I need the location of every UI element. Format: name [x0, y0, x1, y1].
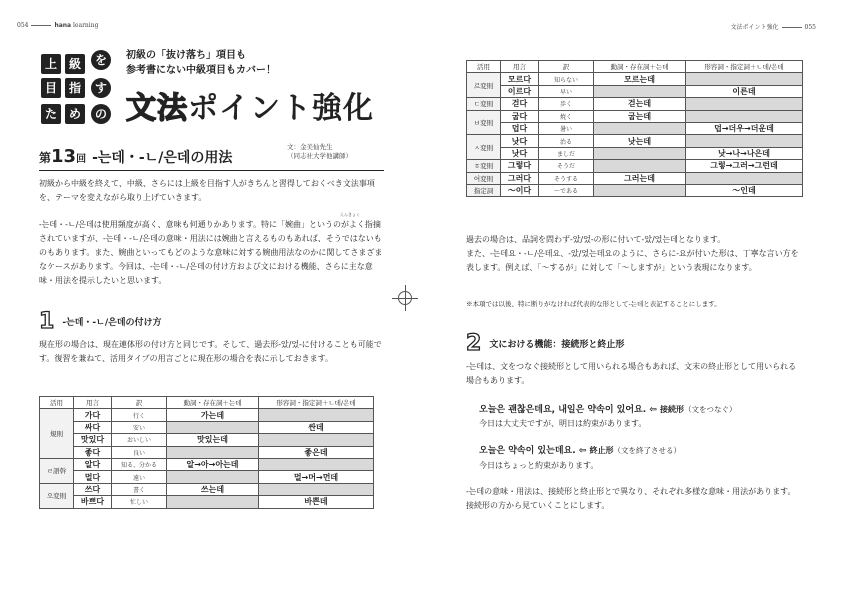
example-1-translation: 今日は大丈夫ですが、明日は約束があります。 — [479, 419, 647, 428]
table-row — [40, 471, 374, 483]
example-1-note: （文をつなぐ） — [684, 405, 737, 414]
note: ※本項では以後、特に断りがなければ代表的な形として-는데と表記することにします。 — [466, 300, 721, 308]
row-translation: そうする — [539, 172, 594, 184]
example-1-korean: 오늘은 괜찮은데요, 내일은 약속이 있어요. — [479, 405, 647, 415]
row-adj-form — [686, 172, 803, 184]
body-paragraph-past: 過去の場合は、品詞を問わず-았/었-の形に付いて-았/었는데となります。 — [466, 235, 726, 244]
author-line2: （同志社大学他講師） — [287, 152, 352, 160]
example-2 — [479, 443, 681, 456]
group-label: 르変則 — [467, 73, 501, 98]
body-paragraph-function: -는데は、文をつなぐ接続形として用いられる場合もあれば、文末の終止形として用いられる場合もあります。 — [466, 362, 797, 385]
table-header-row — [40, 397, 374, 409]
example-2-label: 終止形 — [589, 446, 614, 455]
running-head-right — [731, 22, 816, 31]
row-verb-form: 모르는데 — [594, 73, 686, 85]
table-row — [40, 409, 374, 421]
author — [287, 143, 352, 161]
row-word: 바쁘다 — [74, 496, 112, 508]
table-row — [40, 421, 374, 433]
row-verb-form — [594, 160, 686, 172]
row-adj-form: 바쁜데 — [259, 496, 374, 508]
row-translation: おいしい — [112, 434, 167, 446]
page-number: 054 — [17, 22, 29, 29]
row-word: 멀다 — [74, 471, 112, 483]
row-translation: 治る — [539, 135, 594, 147]
header-verb: 動詞・存在詞＋는데 — [594, 61, 686, 73]
row-adj-form — [686, 73, 803, 85]
body-paragraph-polite: また、-는데요・-ㄴ/은데요、-았/었는데요のように、さらに-요が付いた形は、丁寧な言い方を表します。例えば、「～するが」に対して「～しますが」という表現になります。 — [466, 249, 799, 272]
table-row — [40, 483, 374, 495]
example-2-translation: 今日はちょっと約束があります。 — [479, 461, 599, 470]
row-verb-form — [594, 122, 686, 134]
arrow-left-icon: ⇦ — [649, 405, 657, 415]
row-verb-form — [594, 85, 686, 97]
section-2-title: 文における機能：接続形と終止形 — [489, 340, 625, 350]
example-2-note: （文を終了させる） — [613, 446, 681, 455]
badge-5: 指 — [65, 78, 85, 98]
table-row — [40, 458, 374, 470]
conjugation-table-right — [466, 60, 803, 197]
table-row — [467, 85, 803, 97]
row-adj-form — [259, 483, 374, 495]
header-yogen: 用言 — [74, 397, 112, 409]
row-verb-form: 그러는데 — [594, 172, 686, 184]
row-verb-form — [167, 421, 259, 433]
row-word: 맛있다 — [74, 434, 112, 446]
row-adj-form — [686, 110, 803, 122]
row-adj-form — [259, 458, 374, 470]
row-verb-form — [167, 446, 259, 458]
header-adj: 形容詞・指定詞＋ㄴ데/은데 — [686, 61, 803, 73]
lesson-rule — [39, 170, 384, 171]
section-1-title: -는데・-ㄴ/은데の付け方 — [62, 318, 162, 328]
row-word: 가다 — [74, 409, 112, 421]
group-label: ㄷ変則 — [467, 98, 501, 110]
table-row — [40, 434, 374, 446]
badge-4: 目 — [41, 78, 61, 98]
row-verb-form: 알→아→아는데 — [167, 458, 259, 470]
row-adj-form: 좋은데 — [259, 446, 374, 458]
row-word: 그러다 — [501, 172, 539, 184]
body-paragraph-1-text: -는데・-ㄴ/은데は使用頻度が高く、意味も何通りかあります。特に「婉曲」というのがよく指摘されていますが、-는데・-ㄴ/은데の意味・用法には婉曲と言えるものもあれば、そうではないものもあります。また、婉曲といってもどのような意味に対する婉曲用法なのかに関してさまざまなケースがあります。今回は、-는데・-ㄴ/은데の付け方および文における機能、さらに主な意味・用法を提示したいと思います。 — [39, 220, 383, 285]
title-badges — [41, 48, 127, 128]
badge-3: を — [91, 50, 111, 70]
row-translation: 行く — [112, 409, 167, 421]
table-row — [467, 135, 803, 147]
row-translation: 暑い — [539, 122, 594, 134]
row-translation: ～である — [539, 184, 594, 196]
row-verb-form: 쓰는데 — [167, 483, 259, 495]
badge-1: 上 — [41, 54, 61, 74]
badge-7: た — [41, 104, 61, 124]
badge-9: の — [91, 104, 111, 124]
running-title: 文法ポイント強化 — [730, 24, 779, 31]
row-word: 낫다 — [501, 135, 539, 147]
header-verb: 動詞・存在詞＋는데 — [167, 397, 259, 409]
row-adj-form — [259, 434, 374, 446]
header-katsuyo: 活用 — [40, 397, 74, 409]
lesson-number: 13 — [51, 146, 77, 167]
row-verb-form — [594, 147, 686, 159]
table-row — [467, 110, 803, 122]
table-row — [467, 184, 803, 196]
table-row — [467, 172, 803, 184]
section-1-heading — [39, 309, 162, 334]
row-word: 낫다 — [501, 147, 539, 159]
right-page — [421, 0, 842, 595]
row-word: 알다 — [74, 458, 112, 470]
series-title-part1: 文法 — [126, 91, 188, 126]
row-verb-form: 낫는데 — [594, 135, 686, 147]
arrow-left-icon: ⇦ — [578, 446, 587, 456]
table-row — [40, 446, 374, 458]
body-paragraph-1 — [39, 218, 384, 288]
row-verb-form — [167, 496, 259, 508]
row-word: 이르다 — [501, 85, 539, 97]
header-adj: 形容詞・指定詞＋ㄴ데/은데 — [259, 397, 374, 409]
header-yaku: 訳 — [112, 397, 167, 409]
group-label: 어変則 — [467, 172, 501, 184]
registration-mark-left — [396, 289, 414, 307]
table-row — [467, 98, 803, 110]
section-1-number: 1 — [39, 309, 55, 334]
badge-8: め — [65, 104, 85, 124]
row-verb-form: 가는데 — [167, 409, 259, 421]
row-verb-form — [167, 471, 259, 483]
row-word: 쓰다 — [74, 483, 112, 495]
brand-name: hana — [54, 22, 72, 29]
row-word: 좋다 — [74, 446, 112, 458]
group-label: ㅅ変則 — [467, 135, 501, 160]
row-translation: 知らない — [539, 73, 594, 85]
table-row — [467, 147, 803, 159]
row-translation: ましだ — [539, 147, 594, 159]
group-label: 指定詞 — [467, 184, 501, 196]
header-yaku: 訳 — [539, 61, 594, 73]
group-label: 規則 — [40, 409, 74, 459]
row-adj-form: 낫→나→나은데 — [686, 147, 803, 159]
example-1-label: 接続形 — [660, 405, 684, 414]
table-row — [40, 496, 374, 508]
header-yogen: 用言 — [501, 61, 539, 73]
row-translation: 忙しい — [112, 496, 167, 508]
row-word: 모르다 — [501, 73, 539, 85]
row-adj-form: 이른데 — [686, 85, 803, 97]
lesson-kai: 回 — [76, 154, 87, 165]
row-translation: そうだ — [539, 160, 594, 172]
row-word: ～이다 — [501, 184, 539, 196]
row-translation: 安い — [112, 421, 167, 433]
row-translation: 焼く — [539, 110, 594, 122]
row-adj-form: 덥→더우→더운데 — [686, 122, 803, 134]
group-label: ㄹ語幹 — [40, 458, 74, 483]
row-adj-form: ～인데 — [686, 184, 803, 196]
row-verb-form — [594, 184, 686, 196]
lesson-title: -는데・-ㄴ/은데の用法 — [92, 150, 233, 166]
row-adj-form — [686, 98, 803, 110]
page-number: 055 — [804, 24, 816, 31]
row-verb-form: 굽는데 — [594, 110, 686, 122]
row-translation: 良い — [112, 446, 167, 458]
badge-2: 級 — [65, 54, 85, 74]
row-translation: 早い — [539, 85, 594, 97]
group-label: ㅂ変則 — [467, 110, 501, 135]
row-translation: 遠い — [112, 471, 167, 483]
row-adj-form: 싼데 — [259, 421, 374, 433]
table-row — [467, 160, 803, 172]
example-1 — [479, 402, 737, 415]
tagline-2: 参考書にない中級項目もカバー！ — [126, 65, 276, 76]
section-2-number: 2 — [466, 331, 482, 356]
intro-paragraph: 初級から中級を終えて、中級、さらには上級を目指す人がきちんと習得しておくべき文法事項を、テーマを変えながら取り上げていきます。 — [39, 179, 375, 202]
row-adj-form: 멀→머→먼데 — [259, 471, 374, 483]
lesson-heading — [39, 146, 232, 167]
author-line1: 文：金美仙先生 — [287, 143, 333, 151]
row-verb-form: 맛있는데 — [167, 434, 259, 446]
row-translation: 書く — [112, 483, 167, 495]
section-2-heading — [466, 331, 624, 356]
series-title — [126, 83, 374, 127]
row-adj-form — [686, 135, 803, 147]
group-label: ㅎ変則 — [467, 160, 501, 172]
header-katsuyo: 活用 — [467, 61, 501, 73]
row-verb-form: 걷는데 — [594, 98, 686, 110]
series-title-part2: ポイント強化 — [188, 91, 374, 126]
row-word: 굽다 — [501, 110, 539, 122]
row-adj-form — [259, 409, 374, 421]
table-row — [467, 73, 803, 85]
row-adj-form: 그렇→그러→그런데 — [686, 160, 803, 172]
group-label: 으変則 — [40, 483, 74, 508]
row-word: 걷다 — [501, 98, 539, 110]
body-paragraph-2: 現在形の場合は、現在連体形の付け方と同じです。そして、過去形-았/었-に付けることも可能です。復習を兼ねて、活用タイプの用言ごとに現在形の場合を表に示しておきます。 — [39, 340, 382, 363]
row-word: 그렇다 — [501, 160, 539, 172]
ruby-enkyoku: えんきょく — [340, 212, 360, 217]
lesson-dai: 第 — [39, 151, 52, 165]
row-word: 싸다 — [74, 421, 112, 433]
table-row — [467, 122, 803, 134]
badge-6: す — [91, 78, 111, 98]
table-header-row — [467, 61, 803, 73]
taglines — [126, 48, 276, 78]
body-paragraph-meaning: -는데の意味・用法は、接続形と終止形とで異なり、それぞれ多様な意味・用法があります。接続形の方から見ていくことにします。 — [466, 487, 796, 510]
row-translation: 歩く — [539, 98, 594, 110]
row-word: 덥다 — [501, 122, 539, 134]
running-head-left — [17, 22, 98, 29]
example-2-korean: 오늘은 약속이 있는데요. — [479, 446, 576, 456]
tagline-1: 初級の「抜け落ち」項目も — [126, 50, 246, 61]
row-translation: 知る、分かる — [112, 458, 167, 470]
brand-word: learning — [73, 22, 99, 29]
conjugation-table-left — [39, 396, 374, 509]
